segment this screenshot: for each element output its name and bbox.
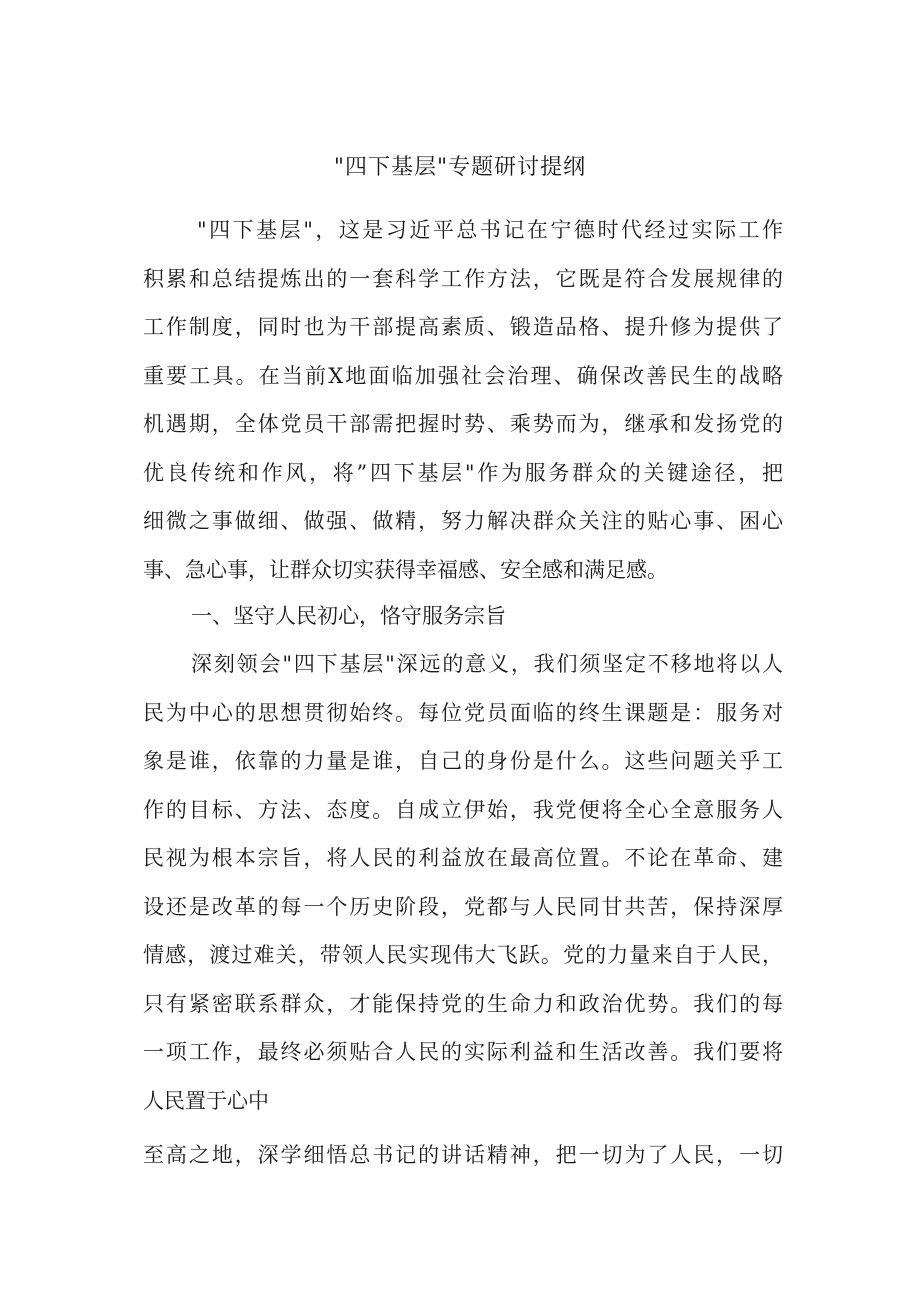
section-heading (143, 592, 783, 641)
text-line: 设还是改革的每一个历史阶段，党都与人民同甘共苦，保持深厚 (143, 894, 783, 919)
text-line: 民视为根本宗旨，将人民的利益放在最高位置。不论在革命、建 (143, 846, 783, 870)
text-line: 工作制度，同时也为干部提高素质、锻造品格、提升修为提供了 (143, 315, 783, 339)
text-line: 机遇期，全体党员干部需把握时势、乘势而为，继承和发扬党的 (143, 412, 783, 436)
text-line: 只有紧密联系群众，才能保持党的生命力和政治优势。我们的每 (143, 991, 783, 1016)
text-line: 一项工作，最终必须贴合人民的实际利益和生活改善。我们要将 (143, 1040, 783, 1064)
text-line: "四下基层"，这是习近平总书记在宁德时代经过实际工作 (197, 218, 783, 242)
continuation-paragraph (143, 1131, 783, 1180)
text-line: 至高之地，深学细悟总书记的讲话精神，把一切为了人民，一切 (143, 1143, 783, 1167)
text-line: 民为中心的思想贯彻始终。每位党员面临的终生课题是：服务对 (143, 700, 783, 725)
text-line: 积累和总结提炼出的一套科学工作方法，它既是符合发展规律的 (143, 266, 783, 291)
text-line: 重要工具。在当前X地面临加强社会治理、确保改善民生的战略 (143, 363, 783, 388)
intro-paragraph (143, 206, 783, 594)
text-line: 作的目标、方法、态度。自成立伊始，我党便将全心全意服务人 (143, 797, 783, 822)
text-line: 细微之事做细、做强、做精，努力解决群众关注的贴心事、困心 (143, 509, 783, 533)
section-paragraph (143, 640, 783, 1125)
text-line: 优良传统和作风，将”四下基层"作为服务群众的关键途径，把 (143, 460, 783, 485)
text-line: 事、急心事，让群众切实获得幸福感、安全感和满足感。 (143, 557, 668, 582)
section-heading-text: 一、坚守人民初心，恪守服务宗旨 (191, 604, 506, 628)
document-title: "四下基层"专题研讨提纲 (333, 155, 587, 180)
text-line: 象是谁，依靠的力量是谁，自己的身份是什么。这些问题关乎工 (143, 749, 783, 773)
text-line: 情感，渡过难关，带领人民实现伟大飞跃。党的力量来自于人民， (143, 943, 783, 967)
text-line: 深刻领会"四下基层"深远的意义，我们须坚定不移地将以人 (191, 652, 783, 676)
text-line: 人民置于心中 (143, 1088, 269, 1113)
